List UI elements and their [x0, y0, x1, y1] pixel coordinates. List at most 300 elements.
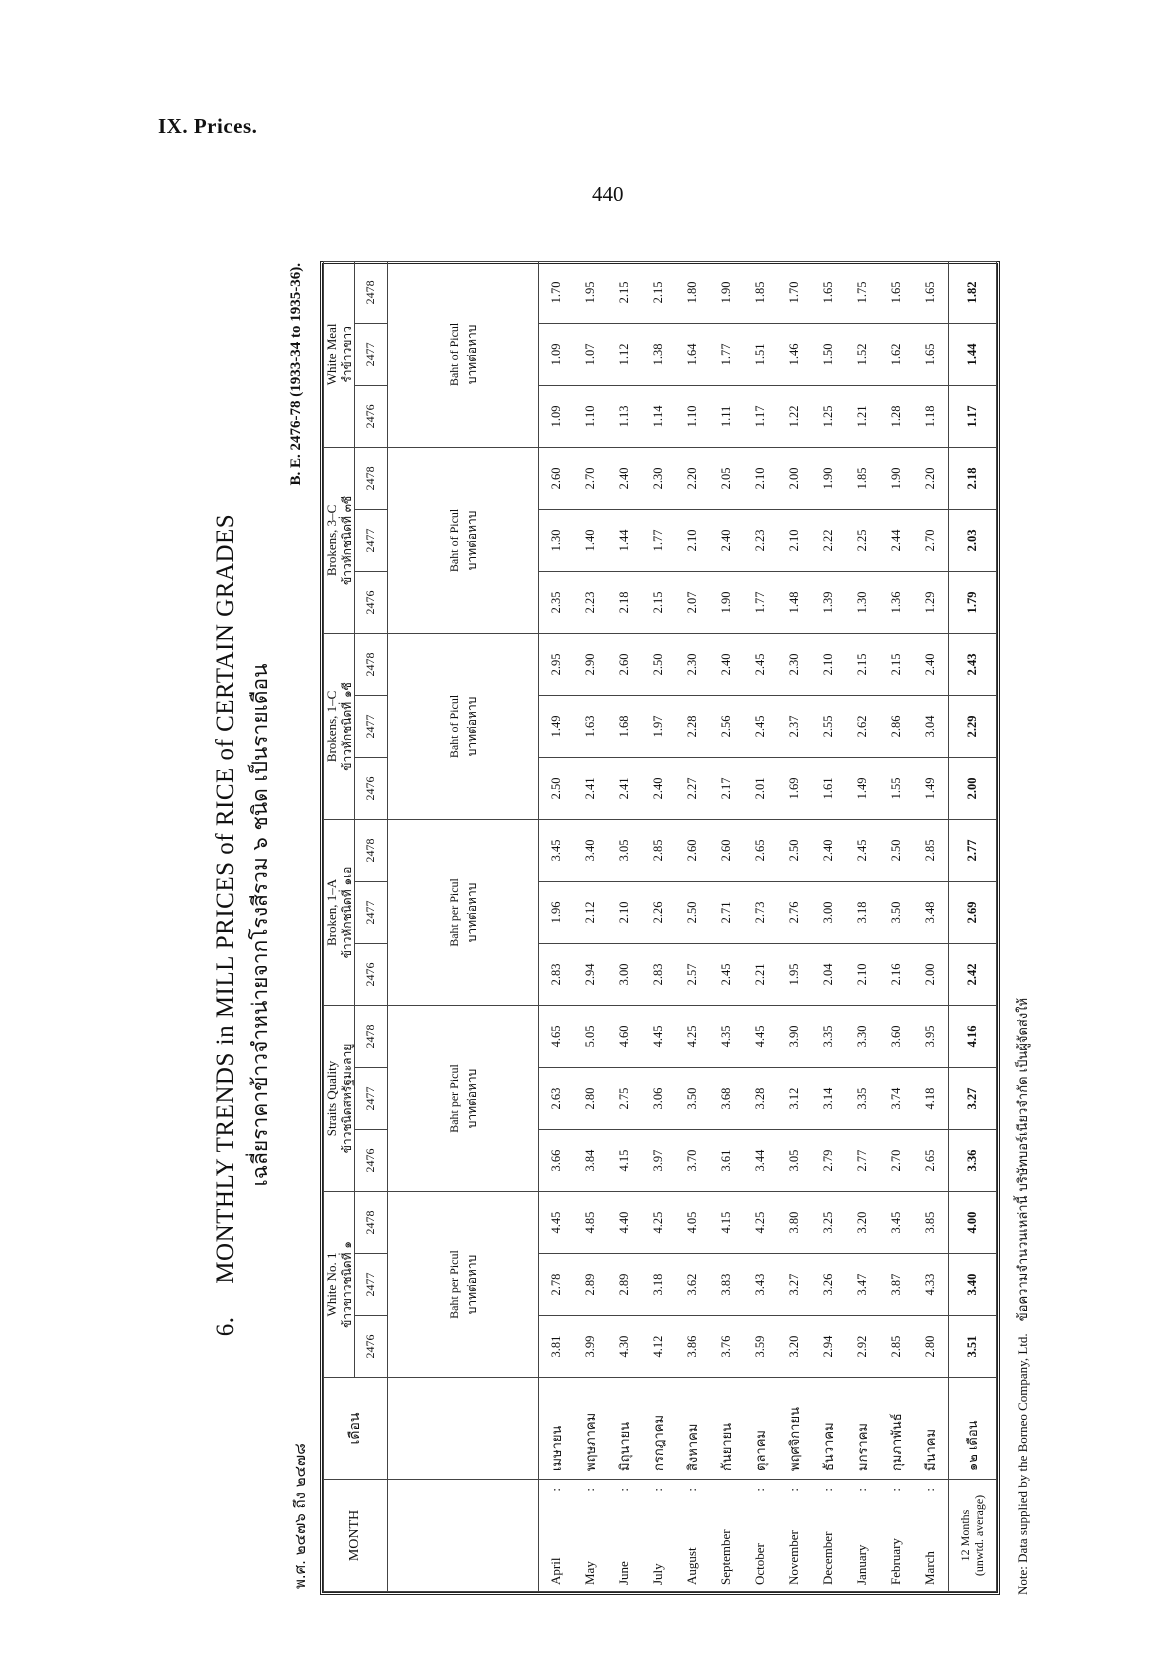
price-cell: 1.13	[607, 385, 641, 447]
price-cell: 1.22	[777, 385, 811, 447]
leader-dots: :	[820, 1488, 836, 1492]
unit-en: Baht of Picul	[446, 694, 461, 759]
average-cell: 4.16	[948, 1005, 996, 1067]
price-cell: 2.85	[913, 819, 948, 881]
price-cell: 2.75	[607, 1068, 641, 1130]
year-header: 2477	[354, 1068, 387, 1130]
be-year-range: B. E. 2476-78 (1933-34 to 1935-36).	[288, 263, 304, 486]
unit-en: Baht of Picul	[446, 508, 461, 573]
price-cell: 2.89	[573, 1254, 607, 1316]
price-cell: 1.55	[879, 757, 913, 819]
price-cell: 4.05	[675, 1192, 709, 1254]
grade-name-th: รำข้าวขาว	[339, 326, 354, 383]
average-cell: 2.29	[948, 695, 996, 757]
price-cell: 1.77	[743, 571, 777, 633]
price-cell: 1.12	[607, 323, 641, 385]
price-cell: 3.35	[811, 1005, 845, 1067]
grade-name-th: ข้าวชนิดสหรัฐมะลายู	[339, 1043, 354, 1154]
price-cell: 3.62	[675, 1254, 709, 1316]
price-cell: 1.29	[913, 571, 948, 633]
price-cell: 1.38	[641, 323, 675, 385]
price-cell: 2.17	[709, 757, 743, 819]
price-cell: 2.60	[538, 447, 573, 509]
price-cell: 4.60	[607, 1005, 641, 1067]
price-cell: 1.17	[743, 385, 777, 447]
price-cell: 5.05	[573, 1005, 607, 1067]
unit-label	[387, 1192, 538, 1378]
price-cell: 2.28	[675, 695, 709, 757]
price-cell: 2.41	[607, 757, 641, 819]
price-cell: 2.00	[777, 447, 811, 509]
month-th: พฤศจิกายน	[777, 1378, 811, 1480]
grade-header	[324, 261, 355, 447]
price-cell: 1.30	[538, 509, 573, 571]
price-cell: 2.70	[573, 447, 607, 509]
average-label-line2: (unwtd. average)	[972, 1494, 987, 1577]
average-label-th: ๑๒ เดือน	[948, 1378, 996, 1480]
price-cell: 2.40	[709, 633, 743, 695]
grade-header	[324, 633, 355, 819]
price-cell: 2.15	[641, 571, 675, 633]
month-en	[879, 1480, 913, 1592]
price-cell: 1.36	[879, 571, 913, 633]
table-row	[675, 261, 709, 1591]
table-row	[777, 261, 811, 1591]
price-cell: 4.25	[641, 1192, 675, 1254]
average-cell: 3.40	[948, 1254, 996, 1316]
price-cell: 3.35	[845, 1068, 879, 1130]
year-header: 2476	[354, 943, 387, 1005]
table-row	[641, 261, 675, 1591]
price-cell: 2.56	[709, 695, 743, 757]
page-number: 440	[592, 182, 624, 206]
price-cell: 2.50	[675, 881, 709, 943]
price-cell: 2.50	[538, 757, 573, 819]
price-cell: 2.60	[675, 819, 709, 881]
price-cell: 1.90	[811, 447, 845, 509]
price-cell: 3.99	[573, 1316, 607, 1378]
month-th: ตุลาคม	[743, 1378, 777, 1480]
price-cell: 3.26	[811, 1254, 845, 1316]
price-cell: 2.60	[709, 819, 743, 881]
grade-name-th: ข้าวหักชนิดที่ ๑ซี	[339, 682, 354, 771]
price-cell: 2.20	[913, 447, 948, 509]
price-cell: 3.04	[913, 695, 948, 757]
price-cell: 3.84	[573, 1130, 607, 1192]
table-row	[573, 261, 607, 1591]
month-en-label: September	[718, 1529, 734, 1585]
price-cell: 1.77	[709, 323, 743, 385]
month-en-label: December	[820, 1531, 836, 1585]
month-en	[641, 1480, 675, 1592]
month-en-label: February	[888, 1538, 904, 1585]
price-cell: 1.90	[709, 261, 743, 323]
month-en	[743, 1480, 777, 1592]
table-row	[879, 261, 913, 1591]
price-cell: 2.73	[743, 881, 777, 943]
price-cell: 1.49	[913, 757, 948, 819]
note-en: Note: Data supplied by the Borneo Company, Ltd.	[1015, 1333, 1030, 1595]
year-header: 2478	[354, 447, 387, 509]
price-cell: 2.94	[811, 1316, 845, 1378]
unit-label	[387, 447, 538, 633]
price-cell: 4.12	[641, 1316, 675, 1378]
month-en-label: November	[786, 1530, 802, 1585]
price-cell: 3.05	[777, 1130, 811, 1192]
unit-label	[387, 633, 538, 819]
year-header: 2477	[354, 1254, 387, 1316]
price-cell: 2.55	[811, 695, 845, 757]
price-cell: 4.33	[913, 1254, 948, 1316]
price-cell: 1.07	[573, 323, 607, 385]
price-cell: 2.86	[879, 695, 913, 757]
price-cell: 4.85	[573, 1192, 607, 1254]
price-cell: 2.30	[777, 633, 811, 695]
month-en-label: March	[922, 1551, 938, 1585]
price-cell: 2.62	[845, 695, 879, 757]
grade-name-en: Brokens, 1–C	[324, 690, 339, 763]
price-cell: 1.10	[573, 385, 607, 447]
price-cell: 2.07	[675, 571, 709, 633]
price-cell: 2.12	[573, 881, 607, 943]
price-cell: 2.40	[709, 509, 743, 571]
price-cell: 2.16	[879, 943, 913, 1005]
price-cell: 1.51	[743, 323, 777, 385]
average-cell: 2.69	[948, 881, 996, 943]
average-label-en	[948, 1480, 996, 1592]
month-en	[777, 1480, 811, 1592]
month-en-label: October	[752, 1543, 768, 1585]
table-row	[607, 261, 641, 1591]
price-cell: 2.00	[913, 943, 948, 1005]
price-cell: 1.65	[811, 261, 845, 323]
unit-th: บาทต่อหาบ	[464, 1068, 479, 1129]
month-en-label: July	[650, 1563, 666, 1585]
price-cell: 2.04	[811, 943, 845, 1005]
price-cell: 3.86	[675, 1316, 709, 1378]
price-cell: 4.15	[607, 1130, 641, 1192]
price-cell: 4.45	[538, 1192, 573, 1254]
section-heading: IX. Prices.	[158, 114, 258, 138]
price-cell: 3.97	[641, 1130, 675, 1192]
average-cell: 2.03	[948, 509, 996, 571]
price-cell: 2.10	[743, 447, 777, 509]
unit-en: Baht per Picul	[446, 1064, 461, 1133]
month-header-en: MONTH	[324, 1480, 388, 1592]
price-cell: 3.20	[845, 1192, 879, 1254]
price-cell: 2.23	[743, 509, 777, 571]
price-cell: 1.65	[913, 323, 948, 385]
price-cell: 2.76	[777, 881, 811, 943]
leader-dots: :	[922, 1488, 938, 1492]
price-cell: 3.50	[879, 881, 913, 943]
price-cell: 2.15	[845, 633, 879, 695]
price-cell: 1.21	[845, 385, 879, 447]
grade-name-th: ข้าวหักชนิดที่ ๓ซี	[339, 495, 354, 585]
price-cell: 2.63	[538, 1068, 573, 1130]
price-cell: 2.78	[538, 1254, 573, 1316]
price-cell: 2.45	[845, 819, 879, 881]
average-cell: 4.00	[948, 1192, 996, 1254]
price-cell: 2.10	[811, 633, 845, 695]
year-header: 2478	[354, 633, 387, 695]
month-th: มีนาคม	[913, 1378, 948, 1480]
price-cell: 1.96	[538, 881, 573, 943]
price-cell: 3.18	[845, 881, 879, 943]
average-cell: 2.77	[948, 819, 996, 881]
price-cell: 1.65	[913, 261, 948, 323]
price-cell: 1.65	[879, 261, 913, 323]
month-th: ธันวาคม	[811, 1378, 845, 1480]
table-title-th: เฉลี่ยราคาข้าวจำหน่ายจากโรงสีรวม ๖ ชนิด เป็นรายเดือน	[248, 663, 272, 1187]
month-th: มกราคม	[845, 1378, 879, 1480]
price-cell: 3.81	[538, 1316, 573, 1378]
price-cell: 4.25	[675, 1005, 709, 1067]
price-cell: 3.45	[879, 1192, 913, 1254]
price-cell: 3.70	[675, 1130, 709, 1192]
average-cell: 3.36	[948, 1130, 996, 1192]
price-cell: 1.62	[879, 323, 913, 385]
price-cell: 2.80	[913, 1316, 948, 1378]
price-cell: 4.15	[709, 1192, 743, 1254]
month-en	[845, 1480, 879, 1592]
table-row	[811, 261, 845, 1591]
price-cell: 2.94	[573, 943, 607, 1005]
grade-header	[324, 1005, 355, 1191]
price-cell: 1.28	[879, 385, 913, 447]
year-header: 2478	[354, 1192, 387, 1254]
table-row	[709, 261, 743, 1591]
price-cell: 2.85	[641, 819, 675, 881]
year-header: 2477	[354, 509, 387, 571]
note-th: ข้อความจำนวนเหล่านี้ บริษัทบอร์เนียวจำกัด เป็นผู้จัดส่งให้	[1016, 997, 1031, 1322]
average-cell: 2.00	[948, 757, 996, 819]
price-cell: 3.66	[538, 1130, 573, 1192]
month-en-label: May	[582, 1561, 598, 1585]
price-cell: 4.45	[743, 1005, 777, 1067]
table-row	[743, 261, 777, 1591]
price-cell: 1.39	[811, 571, 845, 633]
year-header: 2476	[354, 385, 387, 447]
price-cell: 2.65	[743, 819, 777, 881]
price-cell: 4.65	[538, 1005, 573, 1067]
year-header: 2478	[354, 1005, 387, 1067]
price-cell: 1.14	[641, 385, 675, 447]
price-cell: 2.40	[641, 757, 675, 819]
month-th: พฤษภาคม	[573, 1378, 607, 1480]
price-cell: 1.10	[675, 385, 709, 447]
unit-label	[387, 1005, 538, 1191]
month-en	[675, 1480, 709, 1592]
price-cell: 2.18	[607, 571, 641, 633]
price-cell: 3.00	[607, 943, 641, 1005]
price-cell: 2.83	[538, 943, 573, 1005]
price-cell: 2.90	[573, 633, 607, 695]
price-cell: 2.10	[607, 881, 641, 943]
table-row	[845, 261, 879, 1591]
price-cell: 2.45	[743, 633, 777, 695]
table-title-en: MONTHLY TRENDS in MILL PRICES of RICE of CERTAIN GRADES	[212, 513, 239, 1284]
price-cell: 2.50	[641, 633, 675, 695]
grade-header	[324, 447, 355, 633]
price-cell: 1.11	[709, 385, 743, 447]
unit-th: บาทต่อหาบ	[464, 324, 479, 385]
price-cell: 4.45	[641, 1005, 675, 1067]
leader-dots: :	[786, 1488, 802, 1492]
year-header: 2477	[354, 323, 387, 385]
year-header: 2478	[354, 819, 387, 881]
price-cell: 2.15	[607, 261, 641, 323]
price-cell: 3.30	[845, 1005, 879, 1067]
footnote	[1012, 265, 1033, 1595]
price-cell: 3.50	[675, 1068, 709, 1130]
grade-name-en: Broken, 1–A	[324, 878, 339, 947]
table-number: 6.	[212, 1316, 239, 1337]
price-cell: 2.35	[538, 571, 573, 633]
price-cell: 2.10	[675, 509, 709, 571]
price-cell: 3.25	[811, 1192, 845, 1254]
grade-name-en: Brokens, 3–C	[324, 504, 339, 577]
month-en-label: January	[854, 1544, 870, 1585]
price-cell: 2.15	[641, 261, 675, 323]
year-header: 2476	[354, 757, 387, 819]
price-cell: 2.70	[913, 509, 948, 571]
price-cell: 3.05	[607, 819, 641, 881]
price-cell: 2.50	[879, 819, 913, 881]
month-th: กุมภาพันธ์	[879, 1378, 913, 1480]
grade-header	[324, 1192, 355, 1378]
price-cell: 2.20	[675, 447, 709, 509]
price-cell: 2.40	[913, 633, 948, 695]
month-en	[709, 1480, 743, 1592]
unit-th: บาทต่อหาบ	[464, 1254, 479, 1315]
price-cell: 1.61	[811, 757, 845, 819]
unit-en: Baht per Picul	[446, 1250, 461, 1319]
price-table-frame	[320, 261, 1000, 1595]
price-cell: 2.85	[879, 1316, 913, 1378]
leader-dots: :	[888, 1488, 904, 1492]
price-cell: 3.60	[879, 1005, 913, 1067]
price-cell: 4.35	[709, 1005, 743, 1067]
price-cell: 1.63	[573, 695, 607, 757]
grade-name-th: ข้าวหักชนิดที่ ๑เอ	[339, 866, 354, 959]
price-cell: 3.74	[879, 1068, 913, 1130]
price-cell: 2.37	[777, 695, 811, 757]
price-cell: 1.85	[845, 447, 879, 509]
price-cell: 2.70	[879, 1130, 913, 1192]
month-en	[811, 1480, 845, 1592]
price-cell: 1.75	[845, 261, 879, 323]
month-en	[913, 1480, 948, 1592]
year-header: 2476	[354, 571, 387, 633]
price-cell: 3.45	[538, 819, 573, 881]
unit-label	[387, 261, 538, 447]
price-cell: 3.47	[845, 1254, 879, 1316]
grade-name-en: White Meal	[324, 323, 339, 386]
year-header: 2477	[354, 695, 387, 757]
price-cell: 2.40	[811, 819, 845, 881]
price-cell: 3.90	[777, 1005, 811, 1067]
price-cell: 1.80	[675, 261, 709, 323]
price-cell: 1.64	[675, 323, 709, 385]
price-cell: 3.43	[743, 1254, 777, 1316]
price-cell: 1.49	[538, 695, 573, 757]
price-cell: 1.97	[641, 695, 675, 757]
price-cell: 3.76	[709, 1316, 743, 1378]
price-cell: 2.01	[743, 757, 777, 819]
price-cell: 3.61	[709, 1130, 743, 1192]
month-header-th: เดือน	[324, 1378, 388, 1480]
month-en-label: June	[616, 1561, 632, 1585]
price-cell: 1.09	[538, 323, 573, 385]
average-cell: 1.17	[948, 385, 996, 447]
average-cell: 3.27	[948, 1068, 996, 1130]
average-cell: 2.43	[948, 633, 996, 695]
price-cell: 1.90	[709, 571, 743, 633]
year-header: 2476	[354, 1316, 387, 1378]
month-en-label: August	[684, 1547, 700, 1585]
price-cell: 2.79	[811, 1130, 845, 1192]
price-cell: 1.52	[845, 323, 879, 385]
year-header: 2478	[354, 261, 387, 323]
unit-th: บาทต่อหาบ	[464, 882, 479, 943]
price-cell: 2.30	[675, 633, 709, 695]
price-cell: 2.50	[777, 819, 811, 881]
price-cell: 2.71	[709, 881, 743, 943]
grade-name-en: Straits Quality	[324, 1060, 339, 1137]
leader-dots: :	[752, 1488, 768, 1492]
price-cell: 2.45	[709, 943, 743, 1005]
average-row	[948, 261, 996, 1591]
price-cell: 3.80	[777, 1192, 811, 1254]
price-cell: 2.44	[879, 509, 913, 571]
price-cell: 1.44	[607, 509, 641, 571]
price-cell: 4.40	[607, 1192, 641, 1254]
price-cell: 2.23	[573, 571, 607, 633]
price-cell: 2.89	[607, 1254, 641, 1316]
price-cell: 1.77	[641, 509, 675, 571]
price-cell: 3.83	[709, 1254, 743, 1316]
price-cell: 2.10	[777, 509, 811, 571]
month-en	[607, 1480, 641, 1592]
table-row	[913, 261, 948, 1591]
average-cell: 1.82	[948, 261, 996, 323]
average-cell: 3.51	[948, 1316, 996, 1378]
price-cell: 1.95	[573, 261, 607, 323]
thai-year-range: พ.ศ. ๒๔๗๖ ถึง ๒๔๗๘	[291, 1443, 309, 1589]
leader-dots: :	[650, 1488, 666, 1492]
grade-name-en: White No. 1	[324, 1252, 339, 1317]
price-cell: 3.27	[777, 1254, 811, 1316]
price-cell: 2.26	[641, 881, 675, 943]
leader-dots: :	[684, 1488, 700, 1492]
price-cell: 4.25	[743, 1192, 777, 1254]
average-cell: 2.42	[948, 943, 996, 1005]
month-th: เมษายน	[538, 1378, 573, 1480]
unit-th: บาทต่อหาบ	[464, 696, 479, 757]
month-th: กันยายน	[709, 1378, 743, 1480]
price-cell: 2.92	[845, 1316, 879, 1378]
price-cell: 2.27	[675, 757, 709, 819]
price-cell: 3.59	[743, 1316, 777, 1378]
year-header: 2477	[354, 881, 387, 943]
leader-dots: :	[548, 1488, 564, 1492]
price-cell: 1.49	[845, 757, 879, 819]
price-cell: 1.40	[573, 509, 607, 571]
price-cell: 2.77	[845, 1130, 879, 1192]
month-en	[573, 1480, 607, 1592]
price-cell: 2.21	[743, 943, 777, 1005]
